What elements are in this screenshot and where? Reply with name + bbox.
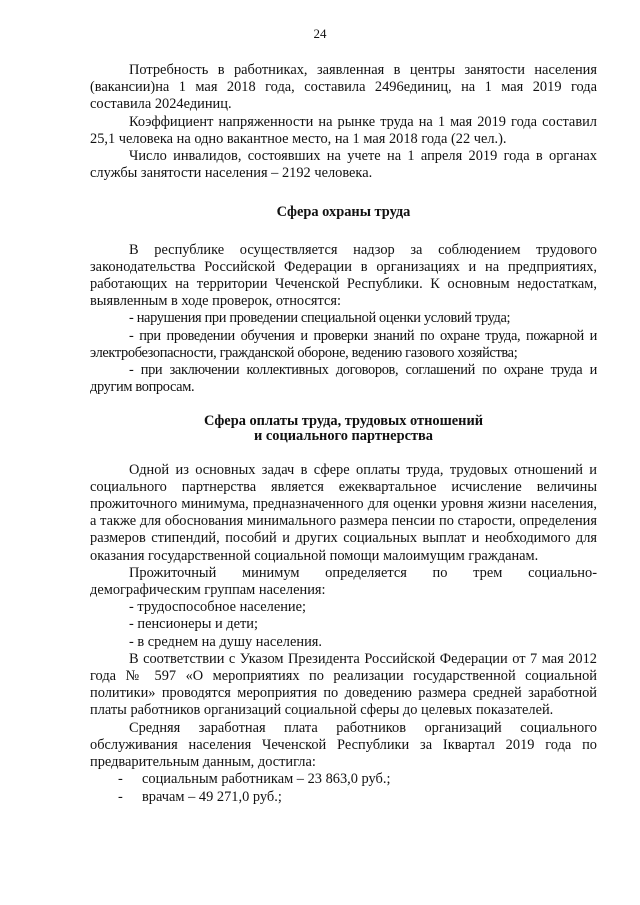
section-heading-labor-safety: Сфера охраны труда [276, 204, 411, 221]
paragraph-disabled-count: Число инвалидов, состоявших на учете на 1 апреля 2019 года в органах службы занятости населения – 2192 человека. [90, 148, 597, 182]
paragraph-demographic-groups: Прожиточный минимум определяется по трем социально-демографическим группам населения: [90, 564, 597, 599]
paragraph-vacancies: Потребность в работниках, заявленная в центры занятости населения (вакансии)на 1 мая 2018 года, составила 2496единиц, на 1 мая 2019 года составила 2024единиц. [90, 62, 597, 113]
paragraph-average-salary: Средняя заработная плата работников организаций социального обслуживания населения Чеченской Республики за Iквартал 2019 года по предварительным данным, достигла: [90, 719, 597, 771]
violation-item: - при проведении обучения и проверки знаний по охране труда, пожарной и электробезопасности, гражданской обороне, ведению газового хозяйства; [90, 327, 597, 361]
salary-item-text: социальным работникам – 23 863,0 руб.; [142, 771, 391, 788]
violation-item: - нарушения при проведении специальной оценки условий труда; [129, 310, 511, 327]
section-heading-wages [90, 414, 597, 443]
list-dash: - [118, 788, 123, 805]
salary-item-text: врачам – 49 271,0 руб.; [142, 788, 282, 805]
group-item: - пенсионеры и дети; [129, 616, 259, 633]
paragraph-labor-supervision: В республике осуществляется надзор за соблюдением трудового законодательства Российской Федерации в организациях и на предприятиях, работающих на территории Чеченской Республики. К основным недостаткам, выявленным в ходе проверок, относятся: [90, 241, 597, 310]
salary-list-item [90, 789, 597, 806]
paragraph-tension-coefficient: Коэффициент напряженности на рынке труда на 1 мая 2019 года составил 25,1 человека на одно вакантное место, на 1 мая 2018 года (22 чел.). [90, 113, 597, 147]
section-heading-line: Сфера оплаты труда, трудовых отношений [203, 413, 484, 430]
document-body [90, 62, 597, 806]
group-item: - в среднем на душу населения. [129, 633, 322, 650]
violation-item: - при заключении коллективных договоров, соглашений по охране труда и другим вопросам. [90, 362, 597, 396]
section-heading-line: и социального партнерства [254, 428, 433, 445]
list-dash: - [118, 771, 123, 788]
page-number: 24 [313, 26, 327, 41]
salary-list-item [90, 771, 597, 788]
paragraph-presidential-decree: В соответствии с Указом Президента Российской Федерации от 7 мая 2012 года № 597 «О мероприятиях по реализации государственной социальной политики» проводятся мероприятия по доведению размера средней заработной платы работников организаций социальной сферы до целевых показателей. [90, 650, 597, 719]
paragraph-subsistence-minimum: Одной из основных задач в сфере оплаты труда, трудовых отношений и социального партнерства является ежеквартальное исчисление величины прожиточного минимума, предназначенного для оценки уровня жизни населения, а также для обоснования минимального размера пенсии по старости, определения размеров стипендий, пособий и других социальных выплат и необходимого для оказания государственной социальной помощи малоимущим гражданам. [90, 461, 597, 564]
group-item: - трудоспособное население; [129, 599, 307, 616]
